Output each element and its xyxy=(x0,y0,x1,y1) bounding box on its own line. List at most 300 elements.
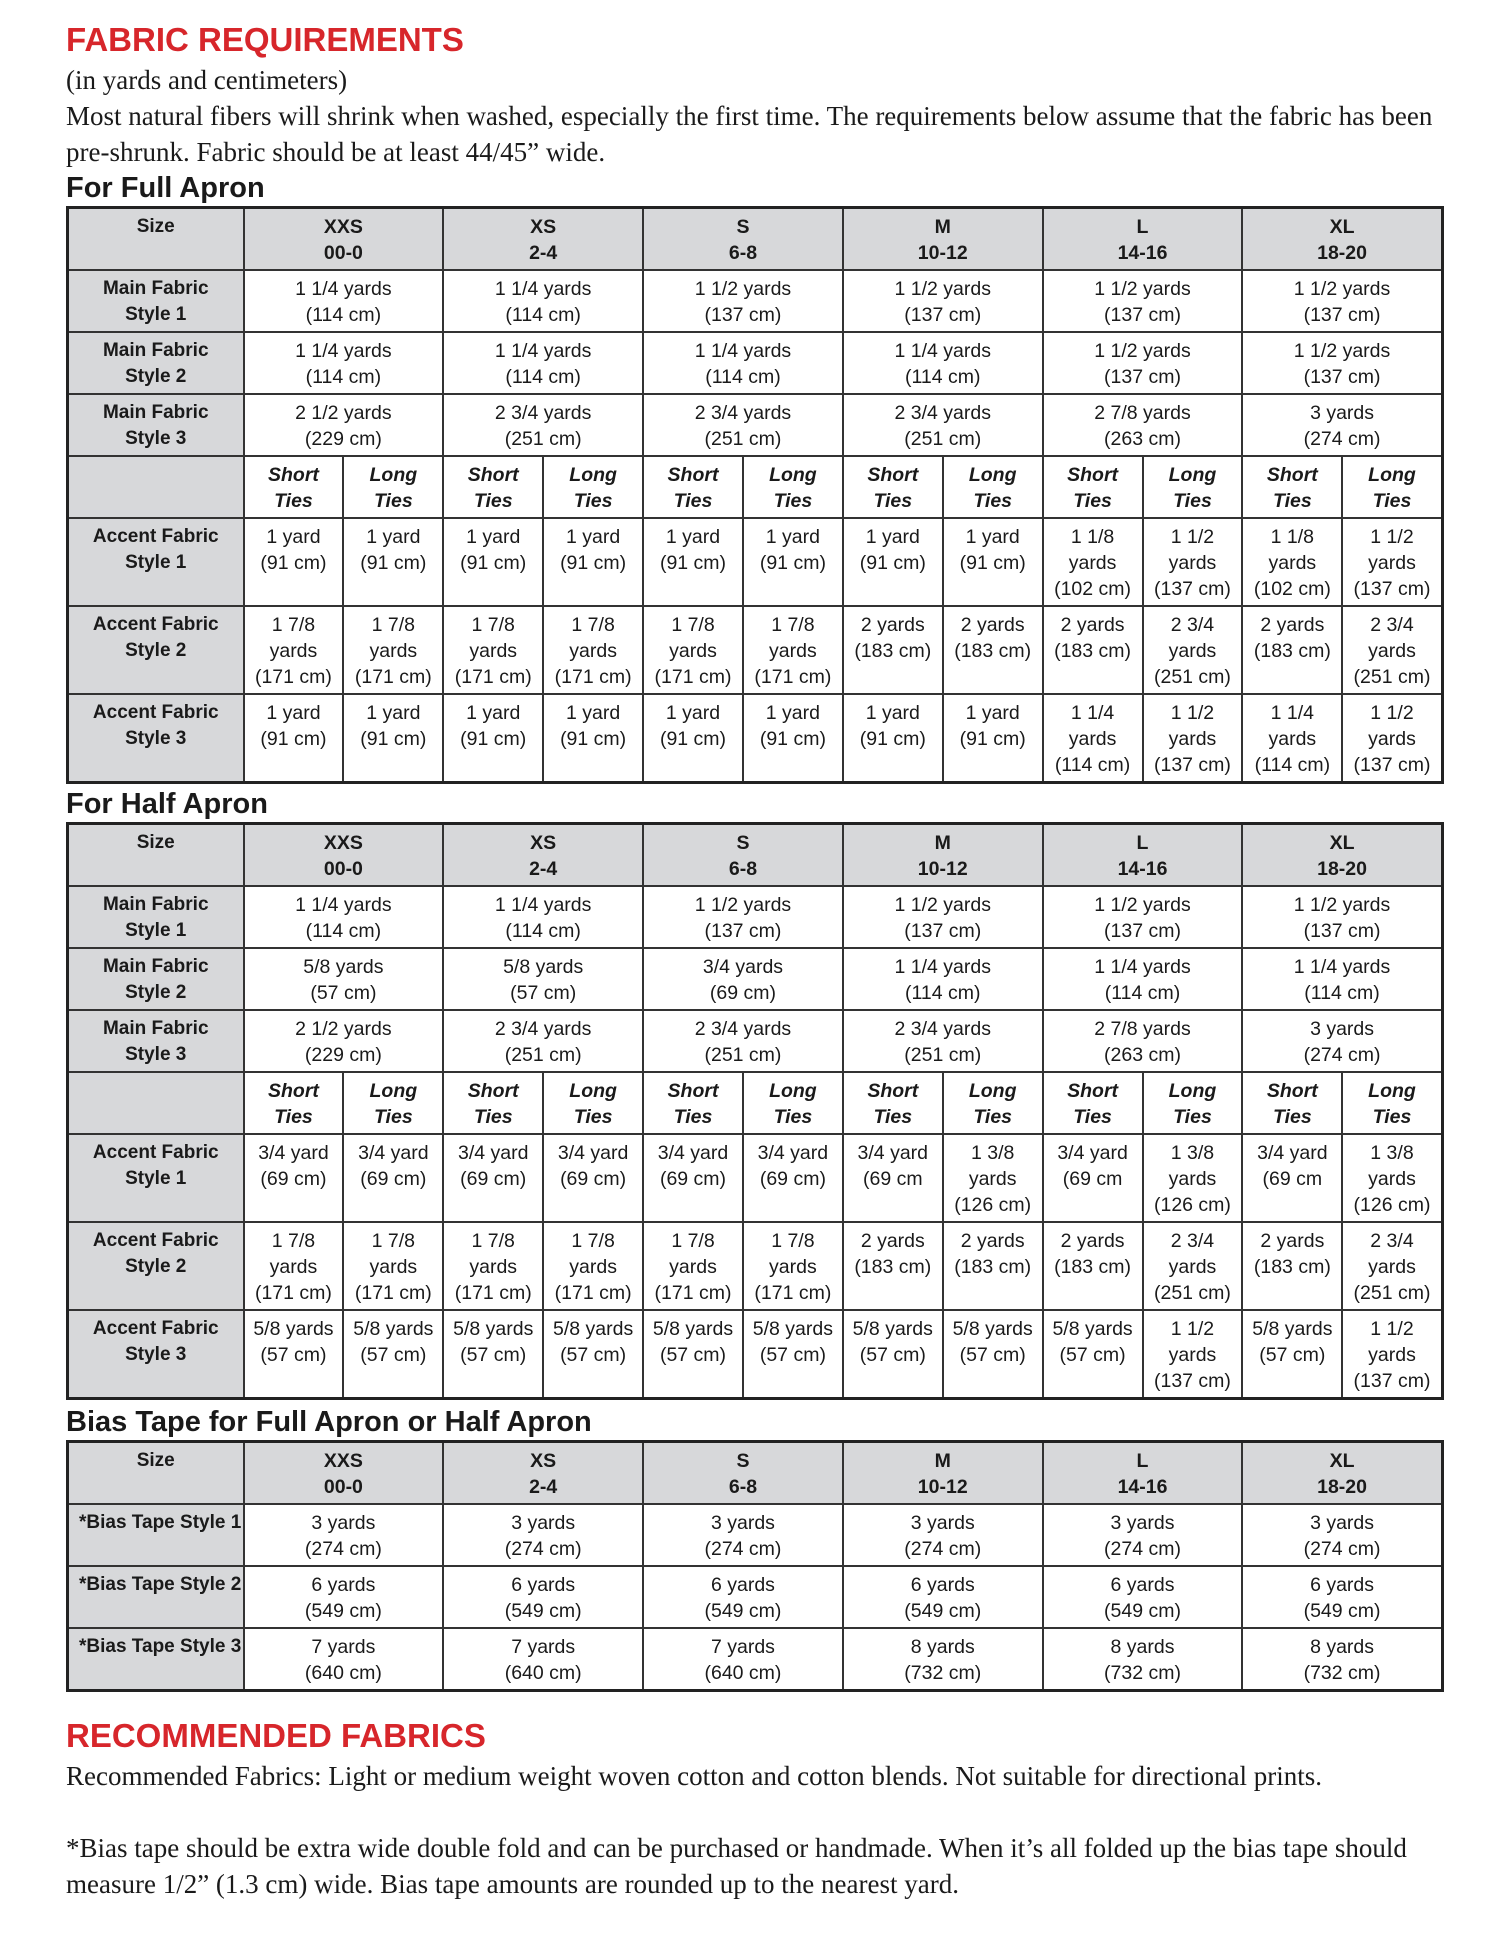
value-cell-line: (640 cm) xyxy=(704,1662,782,1684)
value-cell-line: 1 3/8 xyxy=(970,1142,1015,1164)
value-cell-line: (137 cm) xyxy=(1303,920,1381,942)
value-cell xyxy=(1342,694,1442,783)
value-cell-line: (137 cm) xyxy=(904,304,982,326)
short-ties-header xyxy=(443,1072,543,1134)
value-cell-line: 1 1/2 xyxy=(1170,1318,1215,1340)
size-header-cell xyxy=(68,208,244,271)
value-cell-line: (549 cm) xyxy=(304,1600,382,1622)
value-cell-line: (69 cm xyxy=(1062,1168,1123,1190)
value-cell-line: (274 cm) xyxy=(904,1538,982,1560)
value-cell-line: 2 yards xyxy=(860,1230,925,1252)
short-ties-header-line: Short xyxy=(667,464,719,486)
long-ties-header-line: Ties xyxy=(973,490,1013,512)
row-label-line: Accent Fabric xyxy=(92,702,219,723)
value-cell-line: (171 cm) xyxy=(654,1282,732,1304)
value-cell-line: yards xyxy=(1268,552,1317,574)
value-cell-line: (549 cm) xyxy=(904,1600,982,1622)
value-cell-line: (171 cm) xyxy=(454,1282,532,1304)
value-cell-line: (91 cm) xyxy=(260,552,327,574)
row-label-line: Main Fabric xyxy=(102,1018,209,1039)
value-cell-line: (91 cm) xyxy=(460,552,527,574)
value-cell-line: 3/4 yard xyxy=(1257,1142,1328,1164)
value-cell-line: (183 cm) xyxy=(954,640,1032,662)
value-cell-line: 1 yard xyxy=(865,526,920,548)
value-cell-line: (57 cm) xyxy=(759,1344,826,1366)
value-cell-line: (114 cm) xyxy=(904,982,981,1004)
value-cell-line: 1 yard xyxy=(566,702,621,724)
row-label-line: Style 2 xyxy=(125,640,187,661)
value-cell-line: yards xyxy=(1068,728,1117,750)
value-cell xyxy=(943,694,1043,783)
value-cell-line: (69 cm) xyxy=(759,1168,826,1190)
value-cell-line: (57 cm) xyxy=(659,1344,727,1366)
size-name: L xyxy=(1136,1450,1149,1472)
value-cell-line: (137 cm) xyxy=(1353,578,1431,600)
long-ties-header-line: Long xyxy=(1368,1080,1416,1102)
long-ties-header-line: Long xyxy=(569,1080,617,1102)
long-ties-header xyxy=(943,1072,1043,1134)
value-cell-line: 2 yards xyxy=(860,614,925,636)
value-cell-line: 1 1/8 xyxy=(1270,526,1315,548)
value-cell xyxy=(443,1010,643,1072)
value-cell xyxy=(1043,394,1243,456)
value-cell-line: (549 cm) xyxy=(1104,1600,1181,1622)
value-cell-line: (114 cm) xyxy=(1104,982,1181,1004)
value-cell xyxy=(1242,948,1442,1010)
long-ties-header xyxy=(1143,456,1243,518)
short-ties-header-line: Short xyxy=(1067,1080,1119,1102)
value-cell-line: 1 1/4 yards xyxy=(494,278,592,300)
value-cell-line: 1 yard xyxy=(965,702,1020,724)
long-ties-header-line: Ties xyxy=(374,490,413,512)
value-cell-line: (274 cm) xyxy=(304,1538,382,1560)
value-cell-line: (640 cm) xyxy=(304,1662,382,1684)
row-label-line: Accent Fabric xyxy=(92,526,219,547)
value-cell xyxy=(843,1222,943,1310)
value-cell-line: (91 cm) xyxy=(360,552,427,574)
value-cell-line: 1 1/2 yards xyxy=(894,278,991,300)
value-cell-line: 1 1/2 yards xyxy=(1293,894,1391,916)
value-cell-line: 1 1/2 yards xyxy=(894,894,991,916)
size-column-header xyxy=(843,824,1043,887)
value-cell xyxy=(343,518,443,606)
value-cell xyxy=(1043,886,1243,948)
value-cell-line: (137 cm) xyxy=(904,920,982,942)
value-cell-line: 8 yards xyxy=(1110,1636,1175,1658)
long-ties-header-line: Long xyxy=(968,464,1017,486)
long-ties-header-line: Ties xyxy=(773,1106,813,1128)
value-cell-line: 2 1/2 yards xyxy=(295,402,392,424)
value-cell xyxy=(843,1134,943,1222)
value-cell xyxy=(1242,1222,1342,1310)
value-cell-line: 1 yard xyxy=(366,526,421,548)
value-cell-line: (69 cm) xyxy=(360,1168,427,1190)
size-column-header xyxy=(443,1442,643,1505)
value-cell xyxy=(743,694,843,783)
value-cell xyxy=(1242,270,1442,332)
value-cell xyxy=(343,1134,443,1222)
value-cell-line: (114 cm) xyxy=(305,366,382,388)
accent-fabric-row xyxy=(68,1134,1443,1222)
value-cell-line: (251 cm) xyxy=(1353,666,1431,688)
value-cell-line: 7 yards xyxy=(311,1636,376,1658)
value-cell xyxy=(843,270,1043,332)
row-label-line: Style 3 xyxy=(125,1044,187,1065)
value-cell-line: (171 cm) xyxy=(654,666,732,688)
bias-tape-table xyxy=(66,1440,1444,1692)
size-header-cell xyxy=(68,824,244,887)
value-cell-line: 1 1/2 yards xyxy=(1293,278,1391,300)
value-cell-line: (183 cm) xyxy=(1253,640,1331,662)
value-cell-line: 1 1/4 yards xyxy=(494,894,592,916)
size-column-header xyxy=(643,208,843,271)
recommended-fabrics-heading: RECOMMENDED FABRICS xyxy=(66,1717,486,1754)
value-cell-line: yards xyxy=(1368,1168,1416,1190)
value-cell-line: (732 cm) xyxy=(1303,1662,1381,1684)
size-column-header xyxy=(244,208,444,271)
short-ties-header-line: Ties xyxy=(1073,490,1112,512)
size-range: 2-4 xyxy=(529,242,558,264)
value-cell xyxy=(1342,518,1442,606)
value-cell-line: (57 cm) xyxy=(310,982,377,1004)
value-cell-line: 6 yards xyxy=(710,1574,775,1596)
value-cell-line: (732 cm) xyxy=(904,1662,982,1684)
value-cell-line: 2 3/4 xyxy=(1170,1230,1215,1252)
size-name: XS xyxy=(530,832,557,854)
size-range: 14-16 xyxy=(1117,1476,1168,1498)
value-cell xyxy=(1143,518,1243,606)
value-cell-line: 3 yards xyxy=(910,1512,975,1534)
value-cell-line: (91 cm) xyxy=(759,728,826,750)
value-cell-line: yards xyxy=(669,1256,717,1278)
value-cell-line: 1 1/2 yards xyxy=(1094,278,1191,300)
value-cell-line: (114 cm) xyxy=(1254,754,1331,776)
value-cell-line: 1 1/2 xyxy=(1370,1318,1414,1340)
value-cell-line: 1 1/4 yards xyxy=(894,956,991,978)
value-cell-line: (137 cm) xyxy=(1104,920,1181,942)
value-cell xyxy=(843,1010,1043,1072)
value-cell-line: 1 1/4 yards xyxy=(694,340,792,362)
long-ties-header-line: Long xyxy=(1168,464,1217,486)
short-ties-header-line: Ties xyxy=(473,1106,513,1128)
value-cell-line: 1 1/4 yards xyxy=(295,894,392,916)
main-fabric-row xyxy=(68,270,1443,332)
value-cell-line: 3/4 yards xyxy=(702,956,784,978)
value-cell xyxy=(443,606,543,694)
value-cell-line: (251 cm) xyxy=(704,428,782,450)
value-cell-line: (549 cm) xyxy=(704,1600,782,1622)
value-cell-line: 5/8 yards xyxy=(1052,1318,1133,1340)
short-ties-header xyxy=(1043,1072,1143,1134)
size-header-row xyxy=(68,1442,1443,1505)
value-cell-line: 5/8 yards xyxy=(353,1318,434,1340)
value-cell xyxy=(443,518,543,606)
short-ties-header xyxy=(643,456,743,518)
value-cell-line: 1 yard xyxy=(665,702,721,724)
long-ties-header-line: Long xyxy=(569,464,617,486)
value-cell xyxy=(244,606,344,694)
value-cell xyxy=(343,1222,443,1310)
value-cell-line: 3/4 yard xyxy=(657,1142,729,1164)
value-cell-line: (251 cm) xyxy=(704,1044,782,1066)
value-cell xyxy=(443,270,643,332)
value-cell xyxy=(543,606,643,694)
value-cell-line: 3/4 yard xyxy=(457,1142,529,1164)
value-cell-line: (137 cm) xyxy=(1303,304,1381,326)
value-cell-line: 2 yards xyxy=(1260,614,1325,636)
long-ties-header-line: Ties xyxy=(1173,490,1212,512)
value-cell xyxy=(643,332,843,394)
value-cell xyxy=(244,1504,444,1566)
value-cell-line: 1 1/4 yards xyxy=(494,340,592,362)
size-range: 2-4 xyxy=(529,1476,558,1498)
value-cell-line: 1 3/8 xyxy=(1370,1142,1414,1164)
value-cell-line: 1 7/8 xyxy=(471,1230,515,1252)
value-cell-line: 6 yards xyxy=(511,1574,576,1596)
value-cell-line: 5/8 yards xyxy=(553,1318,634,1340)
value-cell xyxy=(843,332,1043,394)
value-cell xyxy=(244,1310,344,1399)
value-cell xyxy=(743,1310,843,1399)
value-cell-line: 1 yard xyxy=(466,702,521,724)
value-cell-line: 3/4 yard xyxy=(857,1142,929,1164)
value-cell-line: 1 3/8 xyxy=(1170,1142,1215,1164)
value-cell-line: 2 yards xyxy=(1060,614,1125,636)
long-ties-header xyxy=(1342,1072,1442,1134)
value-cell xyxy=(244,1628,444,1691)
value-cell-line: 6 yards xyxy=(910,1574,975,1596)
value-cell xyxy=(843,886,1043,948)
value-cell-line: 1 1/2 yards xyxy=(694,894,792,916)
value-cell xyxy=(743,606,843,694)
value-cell-line: 1 7/8 xyxy=(671,1230,715,1252)
value-cell xyxy=(1143,606,1243,694)
value-cell-line: (549 cm) xyxy=(1303,1600,1381,1622)
short-ties-header-line: Ties xyxy=(473,490,513,512)
short-ties-header-line: Short xyxy=(1266,1080,1318,1102)
size-range: 00-0 xyxy=(323,858,363,880)
ties-subheader-row xyxy=(68,456,1443,518)
value-cell-line: yards xyxy=(1168,1344,1217,1366)
value-cell-line: (91 cm) xyxy=(959,552,1026,574)
value-cell xyxy=(244,394,444,456)
value-cell xyxy=(643,394,843,456)
value-cell-line: 7 yards xyxy=(511,1636,576,1658)
long-ties-header xyxy=(343,1072,443,1134)
value-cell xyxy=(643,1134,743,1222)
size-name: S xyxy=(736,216,750,238)
value-cell xyxy=(543,1222,643,1310)
value-cell-line: (114 cm) xyxy=(305,920,382,942)
short-ties-header-line: Short xyxy=(467,1080,519,1102)
size-name: S xyxy=(736,832,750,854)
short-ties-header xyxy=(643,1072,743,1134)
value-cell xyxy=(1043,1628,1243,1691)
value-cell-line: 2 7/8 yards xyxy=(1094,1018,1191,1040)
value-cell-line: (69 cm) xyxy=(659,1168,727,1190)
value-cell-line: (91 cm) xyxy=(659,728,727,750)
size-name: XS xyxy=(530,1450,557,1472)
value-cell-line: yards xyxy=(1368,552,1416,574)
value-cell-line: (57 cm) xyxy=(460,1344,527,1366)
main-fabric-row xyxy=(68,948,1443,1010)
value-cell-line: (263 cm) xyxy=(1104,1044,1181,1066)
row-label-line: Style 1 xyxy=(125,1168,187,1189)
value-cell-line: yards xyxy=(269,640,318,662)
row-label-line: Main Fabric xyxy=(102,894,209,915)
value-cell-line: yards xyxy=(1168,640,1217,662)
short-ties-header xyxy=(843,1072,943,1134)
value-cell xyxy=(1342,1134,1442,1222)
value-cell-line: 1 7/8 xyxy=(571,1230,615,1252)
intro-paragraph: Most natural fibers will shrink when washed, especially the first time. The requirements below assume that the fabric has been pre-shrunk. Fabric should be at least 44/45” wide. xyxy=(66,101,1433,167)
half-apron-table xyxy=(66,822,1444,1400)
row-label-line: Accent Fabric xyxy=(92,1318,219,1339)
value-cell xyxy=(543,1310,643,1399)
row-label xyxy=(68,1310,244,1399)
row-label-line: Style 2 xyxy=(125,366,187,387)
row-label-line: Accent Fabric xyxy=(92,1230,219,1251)
value-cell xyxy=(943,518,1043,606)
value-cell-line: 3/4 yard xyxy=(757,1142,829,1164)
value-cell-line: yards xyxy=(769,1256,817,1278)
value-cell-line: (274 cm) xyxy=(504,1538,582,1560)
long-ties-header xyxy=(1342,456,1442,518)
size-name: XXS xyxy=(323,832,363,854)
value-cell xyxy=(443,948,643,1010)
long-ties-header-line: Ties xyxy=(1372,1106,1412,1128)
value-cell-line: (57 cm) xyxy=(959,1344,1026,1366)
value-cell-line: (114 cm) xyxy=(505,920,581,942)
value-cell xyxy=(743,1134,843,1222)
value-cell xyxy=(543,1134,643,1222)
value-cell-line: (91 cm) xyxy=(260,728,327,750)
value-cell-line: (114 cm) xyxy=(904,366,981,388)
value-cell-line: 2 3/4 yards xyxy=(894,402,991,424)
value-cell-line: (171 cm) xyxy=(454,666,532,688)
short-ties-header-line: Ties xyxy=(873,490,913,512)
short-ties-header-line: Ties xyxy=(673,1106,713,1128)
short-ties-header-line: Ties xyxy=(274,1106,313,1128)
value-cell xyxy=(244,948,444,1010)
value-cell-line: (137 cm) xyxy=(1153,1370,1231,1392)
value-cell xyxy=(244,1010,444,1072)
value-cell-line: (274 cm) xyxy=(1303,1044,1381,1066)
value-cell xyxy=(1242,1504,1442,1566)
value-cell-line: (69 cm) xyxy=(709,982,776,1004)
value-cell-line: (171 cm) xyxy=(554,1282,632,1304)
value-cell xyxy=(643,694,743,783)
value-cell xyxy=(1342,606,1442,694)
value-cell-line: (183 cm) xyxy=(1054,1256,1132,1278)
bias-tape-row xyxy=(68,1566,1443,1628)
long-ties-header-line: Long xyxy=(769,464,817,486)
value-cell xyxy=(1242,606,1342,694)
value-cell xyxy=(1043,270,1243,332)
value-cell-line: (126 cm) xyxy=(954,1194,1032,1216)
value-cell xyxy=(1143,1134,1243,1222)
value-cell xyxy=(543,694,643,783)
value-cell-line: 5/8 yards xyxy=(253,1318,334,1340)
value-cell-line: yards xyxy=(469,1256,518,1278)
row-label xyxy=(68,394,244,456)
value-cell xyxy=(1342,1310,1442,1399)
value-cell-line: yards xyxy=(769,640,817,662)
value-cell xyxy=(643,886,843,948)
size-header-cell-line: Size xyxy=(136,216,175,237)
value-cell-line: 1 yard xyxy=(765,702,820,724)
units-note: (in yards and centimeters) xyxy=(66,65,348,95)
value-cell-line: 1 7/8 xyxy=(571,614,615,636)
value-cell-line: yards xyxy=(1168,1256,1217,1278)
value-cell-line: (57 cm) xyxy=(510,982,577,1004)
value-cell xyxy=(643,518,743,606)
value-cell-line: 1 7/8 xyxy=(271,614,316,636)
value-cell xyxy=(843,394,1043,456)
value-cell xyxy=(843,518,943,606)
value-cell-line: (640 cm) xyxy=(504,1662,582,1684)
value-cell-line: (114 cm) xyxy=(305,304,382,326)
value-cell xyxy=(1143,694,1243,783)
value-cell-line: (183 cm) xyxy=(854,640,932,662)
value-cell-line: 3 yards xyxy=(1310,402,1375,424)
value-cell-line: 1 yard xyxy=(266,526,321,548)
long-ties-header-line: Ties xyxy=(973,1106,1013,1128)
row-label-line: Accent Fabric xyxy=(92,1142,219,1163)
value-cell-line: yards xyxy=(369,1256,418,1278)
value-cell-line: 1 7/8 xyxy=(771,1230,815,1252)
bias-tape-row xyxy=(68,1504,1443,1566)
value-cell-line: (137 cm) xyxy=(1104,304,1181,326)
value-cell-line: (69 cm) xyxy=(460,1168,527,1190)
value-cell xyxy=(743,518,843,606)
row-label-line: *Bias Tape Style 3 xyxy=(79,1636,242,1657)
value-cell-line: yards xyxy=(569,640,617,662)
short-ties-header-line: Ties xyxy=(1273,490,1312,512)
accent-fabric-row xyxy=(68,1310,1443,1399)
row-label-line: Main Fabric xyxy=(102,956,209,977)
value-cell-line: 2 yards xyxy=(960,614,1025,636)
value-cell xyxy=(843,606,943,694)
value-cell xyxy=(1242,1010,1442,1072)
long-ties-header xyxy=(543,1072,643,1134)
value-cell-line: yards xyxy=(1168,728,1217,750)
accent-fabric-row xyxy=(68,518,1443,606)
value-cell xyxy=(244,1222,344,1310)
value-cell-line: (137 cm) xyxy=(704,304,782,326)
value-cell-line: yards xyxy=(569,1256,617,1278)
size-column-header xyxy=(1242,208,1442,271)
size-name: L xyxy=(1136,216,1149,238)
long-ties-header-line: Ties xyxy=(773,490,813,512)
row-label-line: Style 1 xyxy=(125,552,187,573)
value-cell-line: 1 1/2 xyxy=(1370,526,1414,548)
value-cell-line: (183 cm) xyxy=(1054,640,1132,662)
value-cell-line: (732 cm) xyxy=(1104,1662,1181,1684)
value-cell xyxy=(943,1134,1043,1222)
long-ties-header-line: Long xyxy=(369,464,418,486)
size-column-header xyxy=(1043,824,1243,887)
value-cell xyxy=(443,332,643,394)
value-cell xyxy=(643,1504,843,1566)
value-cell xyxy=(743,1222,843,1310)
long-ties-header xyxy=(343,456,443,518)
value-cell xyxy=(443,1628,643,1691)
value-cell-line: (251 cm) xyxy=(1353,1282,1431,1304)
value-cell-line: 3 yards xyxy=(1110,1512,1175,1534)
value-cell-line: (69 cm xyxy=(1262,1168,1323,1190)
value-cell xyxy=(943,1222,1043,1310)
